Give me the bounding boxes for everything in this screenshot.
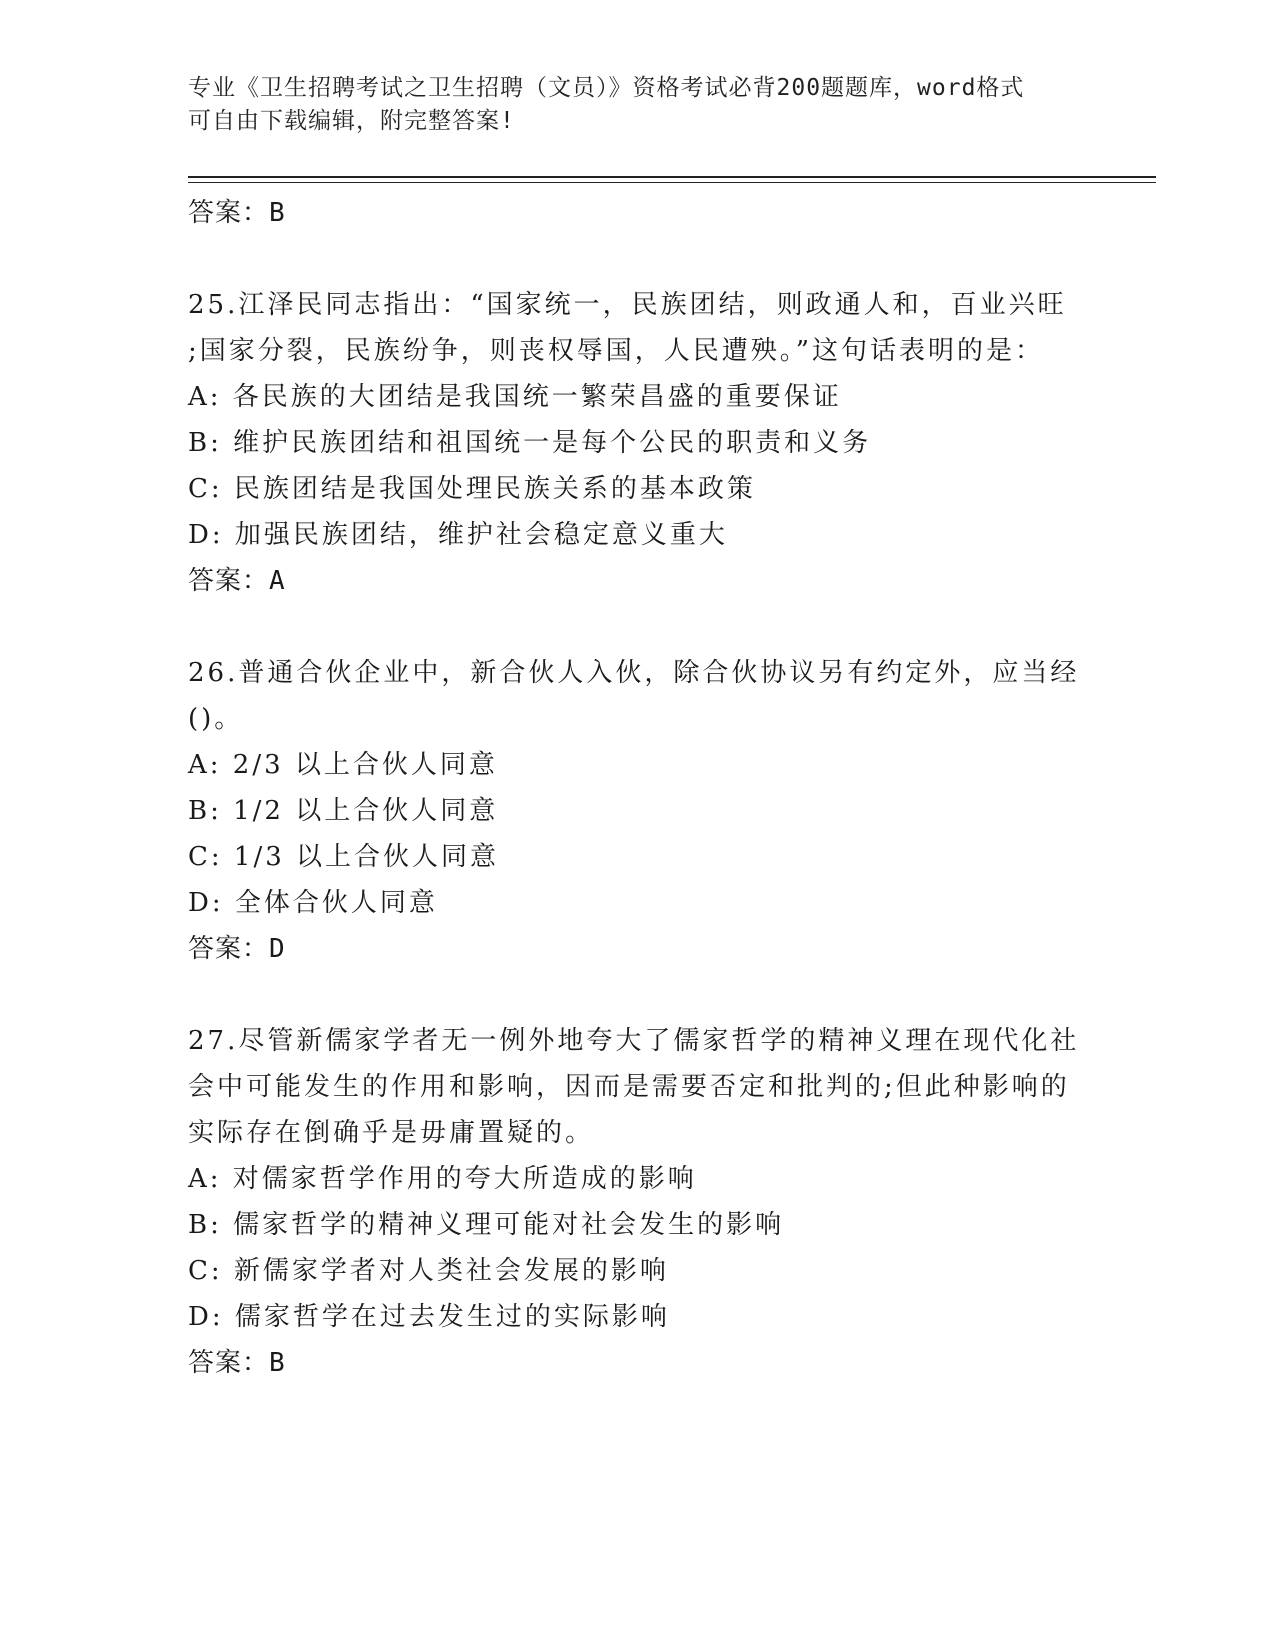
option-c: C: 新儒家学者对人类社会发展的影响 — [188, 1256, 669, 1286]
question-block — [188, 1018, 1088, 1386]
question-text-line: 26.普通合伙企业中，新合伙人入伙，除合伙协议另有约定外，应当经 — [188, 658, 1080, 688]
question-block — [188, 650, 1088, 972]
header-rule-thick — [188, 176, 1156, 178]
question-answer: 答案：B — [188, 1348, 286, 1378]
question-text-line: 27.尽管新儒家学者无一例外地夸大了儒家哲学的精神义理在现代化社 — [188, 1026, 1080, 1056]
document-header — [188, 72, 1068, 138]
header-rule-thin — [188, 182, 1156, 183]
previous-answer: 答案：B — [188, 198, 286, 228]
option-c: C: 1/3 以上合伙人同意 — [188, 842, 500, 872]
option-c: C: 民族团结是我国处理民族关系的基本政策 — [188, 474, 756, 504]
option-b: B: 1/2 以上合伙人同意 — [188, 796, 499, 826]
option-a: A: 各民族的大团结是我国统一繁荣昌盛的重要保证 — [188, 382, 842, 412]
question-text-line: 会中可能发生的作用和影响，因而是需要否定和批判的;但此种影响的 — [188, 1072, 1070, 1102]
option-b: B: 维护民族团结和祖国统一是每个公民的职责和义务 — [188, 428, 872, 458]
option-d: D: 儒家哲学在过去发生过的实际影响 — [188, 1302, 670, 1332]
header-line-1: 专业《卫生招聘考试之卫生招聘（文员）》资格考试必背200题题库，word格式 — [188, 75, 1025, 101]
question-text-line: 实际存在倒确乎是毋庸置疑的。 — [188, 1118, 595, 1148]
question-block — [188, 282, 1088, 604]
document-body — [188, 190, 1088, 1386]
question-text-line: ()。 — [188, 704, 244, 734]
header-line-2: 可自由下载编辑，附完整答案! — [188, 108, 515, 134]
question-text-line: ;国家分裂，民族纷争，则丧权辱国，人民遭殃。”这句话表明的是： — [188, 336, 1045, 366]
question-answer: 答案：D — [188, 934, 286, 964]
option-d: D: 加强民族团结，维护社会稳定意义重大 — [188, 520, 728, 550]
question-text-line: 25.江泽民同志指出：“国家统一，民族团结，则政通人和，百业兴旺 — [188, 290, 1067, 320]
option-b: B: 儒家哲学的精神义理可能对社会发生的影响 — [188, 1210, 785, 1240]
option-a: A: 对儒家哲学作用的夸大所造成的影响 — [188, 1164, 697, 1194]
option-d: D: 全体合伙人同意 — [188, 888, 438, 918]
option-a: A: 2/3 以上合伙人同意 — [188, 750, 498, 780]
question-answer: 答案：A — [188, 566, 286, 596]
